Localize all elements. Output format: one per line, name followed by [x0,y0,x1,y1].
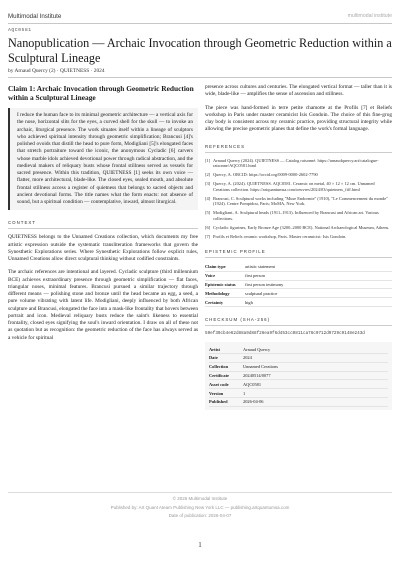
table-row: Artist Arnaud Quercy [209,345,388,353]
context-paragraph-3: The piece was hand-formed in terre petite chamotte at the Profils [7] et Reliefs workshop in Paris under master ceramicist Isis Gondoin. The choice of this fine-grog clay body is consistent across my ceramic practice, providing structural integrity while allowing the precise geometric planes that define the work's formal language. [205,104,392,133]
context-divider [8,228,198,229]
page-number: 1 [198,541,202,549]
context-paragraph-2: The archaic references are intentional and layered. Cycladic sculpture (third millennium BCE) achieves extraordinary presence through geometric simplification — flat faces, triangular noses, minimal features. Brancusi pursued a similar trajectory through different means — polishing stone and bronze until the head became an egg, a seed, a pure volume vibrating with latent life. Modigliani, deeply influenced by both African sculpture and Brancusi, elongated the face into a mask-like frontality that hovers between portrait and icon. Medieval reliquary busts reduce the saint's likeness to essential frontality, closed eyes signifying the soul's inward orientation. I draw on all of these not as quotation but as recognition: the geometric reduction of the face has always served as a vehicle for spiritual [8,269,198,341]
table-row: Version 1 [209,389,388,398]
reference-item: [3] Quercy, A. (2024). QUIETNESS. AQC0581. Ceramic on metal, 40 × 12 × 12 cm. Unnamed Creations collection. https://artquantumsa.com/oeuvres/2024/03/quietness_fiff.html [205,181,375,192]
table-row: Claim type artistic statement [205,263,392,271]
table-row: Certainty high [205,298,392,307]
institute-name-small: multimodal institute [347,13,392,19]
claim-heading: Claim 1: Archaic Invocation through Geometric Reduction within a Sculptural Lineage [8,84,194,102]
references-divider [205,152,392,153]
page-title: Nanopublication — Archaic Invocation through Geometric Reduction within a Sculptural Lineage [8,36,392,65]
reference-item: [2] Quercy, A. ORCID: https://orcid.org/0009-0000-2602-7790 [205,172,318,177]
table-row: Methodology sculptural practice [205,289,392,298]
table-row: Collection Unnamed Creations [209,362,388,371]
reference-item: [7] Profils et Reliefs ceramic workshop, Paris. Master ceramicist: Isis Gondoin. [205,233,347,239]
left-column [8,84,198,348]
checksum-divider [205,325,392,326]
reference-item: [6] Cycladic figurines, Early Bronze Age (3200–2000 BCE). National Archaeological Museum, Athens. [205,224,390,230]
references-list [205,158,392,240]
footer-divider [8,492,392,493]
table-row: Date 2024 [209,354,388,363]
reference-item: [4] Brancusi, C. Sculptural works including "Muse Endormie" (1910), "Le Commencement du monde" (1924). Centre Pompidou, Paris; MoMA, New York. [205,195,388,206]
context-paragraph-continued: presence across cultures and centuries. The elongated vertical format — taller than it is wide, blade-like — amplifies the sense of ascension and stillness. [205,84,392,98]
institute-name: Multimodal Institute [8,13,62,20]
context-label: CONTEXT [8,220,36,226]
table-row: Published 2026-04-06 [209,398,388,407]
header-divider [8,23,392,24]
table-row: Asset code AQC0581 [209,380,388,389]
epistemic-table [205,263,392,307]
context-paragraph-1: QUIETNESS belongs to the Unnamed Creations collection, which documents my free artistic expression outside the systematic transliteration frameworks that govern the Synesthetic Explorations series. Where Synesthetic Explorations follow explicit rules, Unnamed Creations allow direct sculptural thinking without codified constraints. [8,234,198,262]
reference-item: [1] Arnaud Quercy (2024). QUIETNESS — Catalog raisonné. https://arnaudquercy.art/catalogue-raisonne/AQC0581.html [205,157,379,168]
metadata-box [205,342,392,409]
references-label: REFERENCES [205,143,246,149]
table-row: Certificate 20240514/0077 [209,371,388,380]
byline: by Arnaud Quercy (2) · QUIETNESS · 2024 [8,68,105,74]
epistemic-label: EPISTEMIC PROFILE [205,249,266,254]
footer-publication-date: Date of publication: 2026-04-07 [168,513,232,518]
footer-publisher: Published by: Art Quant Ateam Publishing New York LLC — publishing.artquantumsa.com [110,505,290,510]
checksum-value: 59ef30cb4e62d88a9d88f26ea9f6d453cc0811ca76c0712d9729c9148e243d [205,330,365,336]
abstract-box: I reduce the human face to its minimal geometric architecture — a vertical axis for the nose, horizontal slits for the eyes, a curved shell for the skull — to invoke an archaic, liturgical presence. The work situates itself within a lineage of sculptors who achieved spiritual intensity through geometric simplification; Brancusi [4]'s polished ovoids that distill the head to pure form, Modigliani [5]'s elongated faces that stretch portraiture toward the iconic, the anonymous Cycladic [6] carvers whose marble idols achieved devotional power through radical abstraction, and the medieval makers of reliquary busts whose frontal stillness served as vessels for sacred presence. Within this tradition, QUIETNESS [1] seeks its own voice — flatter, more architectural, blade-like. The closed eyes, sealed mouth, and absolute frontal stillness access a register of quietness that belongs to sacred objects and ancient devotional forms. The title names what the form enacts: not absence of sound, but a spiritual condition — contemplative, inward, almost liturgical. [8,108,198,210]
reference-item: [5] Modigliani, A. Sculptural heads (1911–1913). Influenced by Brancusi and African art. Various collections. [205,210,379,221]
document-id: AQC0581 [8,28,32,33]
right-column [205,84,392,410]
checksum-label: CHECKSUM (SHA-256) [205,316,271,322]
epistemic-divider [205,257,392,258]
metadata-table [209,345,388,406]
table-row: Epistemic status first person testimony [205,280,392,289]
title-divider [8,77,392,78]
footer-copyright: © 2026 Multimodal Institute [172,496,228,501]
table-row: Voice first person [205,271,392,280]
